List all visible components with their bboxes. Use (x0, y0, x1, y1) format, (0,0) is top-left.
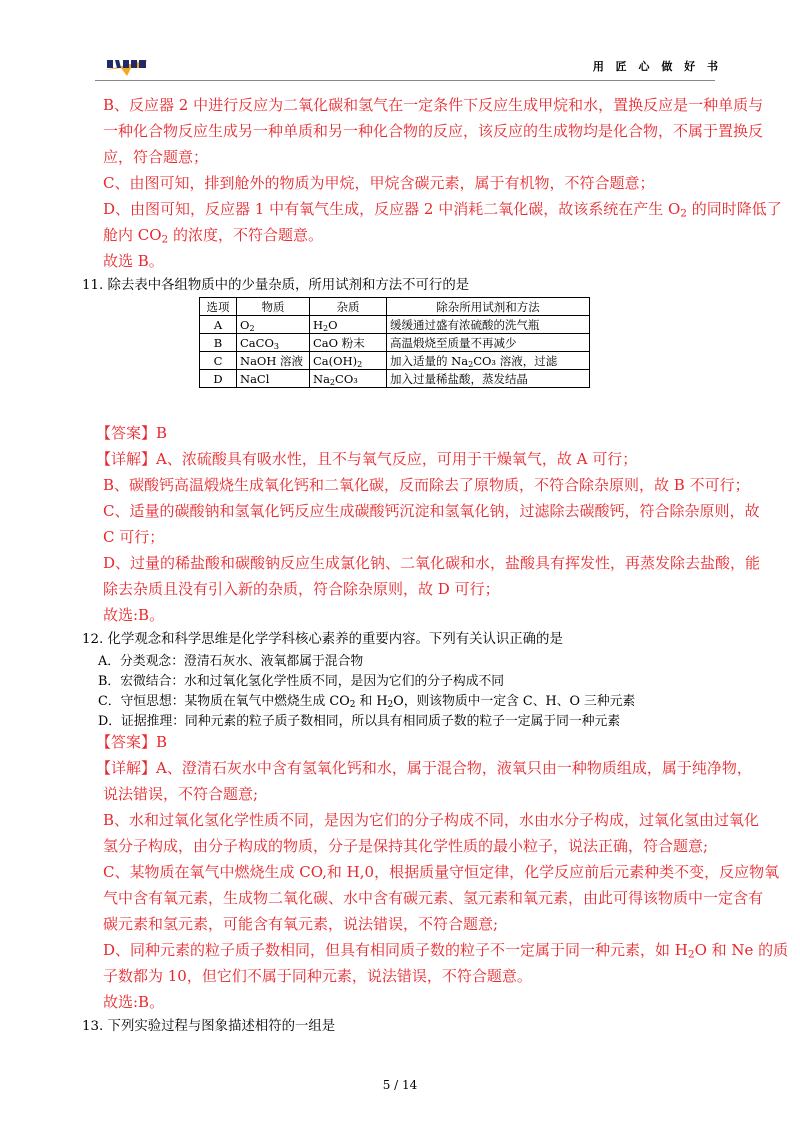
publisher-logo (103, 56, 149, 78)
cell-impurity: $Ca(OH)_2$ (310, 352, 387, 370)
q10-option-b-line3: 应，符合题意； (103, 148, 209, 166)
q11-choice: 故选:B。 (103, 606, 165, 624)
q10-option-b-line2: 一种化合物反应生成另一种单质和另一种化合物的反应，该反应的生成物均是化合物，不属于置换反 (103, 122, 764, 140)
table-row (200, 316, 590, 334)
cell-method: 高温煅烧至质量不再减少 (387, 334, 590, 352)
q11-answer: 【答案】B (96, 424, 168, 442)
table-header-row (200, 298, 590, 316)
q12-option-d: D．证据推理：同种元素的粒子质子数相同，所以具有相同质子数的粒子一定属于同一种元素 (98, 714, 621, 729)
q11-explanation-c-line1: C、适量的碳酸钠和氢氧化钙反应生成碳酸钙沉淀和氢氧化钠，过滤除去碳酸钙，符合除杂原则，故 (103, 502, 760, 520)
cell-option: A (200, 316, 237, 334)
header-rule (95, 80, 715, 81)
header-slogan: 用 匠 心 做 好 书 (592, 60, 722, 73)
table-row (200, 370, 590, 388)
q12-explanation-a-line1: 【详解】A、澄清石灰水中含有氢氧化钙和水，属于混合物，液氧只由一种物质组成，属于纯净物， (96, 759, 752, 777)
q11-explanation-b: B、碳酸钙高温煅烧生成氧化钙和二氧化碳，反而除去了原物质，不符合除杂原则，故 B 不可行； (103, 476, 750, 494)
cell-substance: NaOH 溶液 (237, 352, 310, 370)
cell-substance: $O_2$ (237, 316, 310, 334)
q12-choice: 故选:B。 (103, 993, 165, 1011)
cell-substance: CaCO$_3$ (237, 334, 310, 352)
q12-explanation-c-line1: C、某物质在氧气中燃烧生成 CO,和 H,0，根据质量守恒定律，化学反应前后元素种类不变，反应物氧 (103, 863, 780, 881)
header-substance: 物质 (237, 298, 310, 316)
cell-option: D (200, 370, 237, 388)
cell-option: B (200, 334, 237, 352)
q10-option-d-line2: 舱内 $CO_2$ 的浓度，不符合题意。 (103, 226, 324, 246)
header-option: 选项 (200, 298, 237, 316)
q12-explanation-c-line2: 气中含有氧元素，生成物二氧化碳、水中含有碳元素、氢元素和氧元素，由此可得该物质中一定含有 (103, 889, 764, 907)
cell-impurity: $H_2O$ (310, 316, 387, 334)
q12-explanation-a-line2: 说法错误，不符合题意; (103, 785, 259, 803)
table-row (200, 334, 590, 352)
cell-method: 缓缓通过盛有浓硫酸的洗气瓶 (387, 316, 590, 334)
q11-table (199, 297, 590, 388)
cell-substance: NaCl (237, 370, 310, 388)
q12-option-b: B．宏微结合：水和过氧化氢化学性质不同，是因为它们的分子构成不同 (98, 674, 505, 689)
q12-explanation-d-line1: D、同种元素的粒子质子数相同，但具有相同质子数的粒子不一定属于同一种元素，如 $H_2O$ 和 Ne 的质 (103, 941, 789, 961)
q12-stem: 12. 化学观念和科学思维是化学学科核心素养的重要内容。下列有关认识正确的是 (82, 632, 563, 647)
header-method: 除杂所用试剂和方法 (387, 298, 590, 316)
cell-impurity: CaO 粉末 (310, 334, 387, 352)
q11-explanation-a: 【详解】A、浓硫酸具有吸水性，且不与氧气反应，可用于干燥氧气，故 A 可行； (96, 450, 638, 468)
page-number: 5 / 14 (382, 1078, 418, 1092)
q11-explanation-d-line2: 除去杂质且没有引入新的杂质，符合除杂原则，故 D 可行； (103, 580, 500, 598)
q10-choice: 故选 B。 (103, 252, 164, 270)
q11-stem: 11. 除去表中各组物质中的少量杂质，所用试剂和方法不可行的是 (82, 278, 470, 293)
q10-option-d-line1: D、由图可知，反应器 1 中有氧气生成，反应器 2 中消耗二氧化碳，故该系统在产生 $O_2$ 的同时降低了 (103, 200, 782, 220)
q10-option-c: C、由图可知，排到舱外的物质为甲烷，甲烷含碳元素，属于有机物，不符合题意； (103, 174, 655, 192)
q11-explanation-c-line2: C 可行； (103, 528, 165, 546)
q12-option-c: C．守恒思想：某物质在氧气中燃烧生成 $CO_2$ 和 $H_2O$，则该物质中一定含 C、H、O 三种元素 (98, 694, 636, 711)
q12-explanation-b-line2: 氢分子构成，由分子构成的物质，分子是保持其化学性质的最小粒子，说法正确，符合题意; (103, 837, 709, 855)
header-impurity: 杂质 (310, 298, 387, 316)
q12-explanation-d-line2: 子数都为 10，但它们不属于同种元素，说法错误，不符合题意。 (103, 967, 532, 985)
q12-explanation-c-line3: 碳元素和氢元素，可能含有氧元素，说法错误，不符合题意; (103, 915, 499, 933)
cell-option: C (200, 352, 237, 370)
q12-option-a: A．分类观念：澄清石灰水、液氧都属于混合物 (98, 654, 364, 669)
q11-explanation-d-line1: D、过量的稀盐酸和碳酸钠反应生成氯化钠、二氧化碳和水，盐酸具有挥发性，再蒸发除去盐酸，能 (103, 554, 761, 572)
q12-explanation-b-line1: B、水和过氧化氢化学性质不同，是因为它们的分子构成不同，水由水分子构成，过氧化氢由过氧化 (103, 811, 760, 829)
cell-method: 加入过量稀盐酸，蒸发结晶 (387, 370, 590, 388)
cell-impurity: $Na_2CO_3$ (310, 370, 387, 388)
cell-method: 加入适量的 $Na_2CO_3$ 溶液，过滤 (387, 352, 590, 370)
q10-option-b-line1: B、反应器 2 中进行反应为二氧化碳和氢气在一定条件下反应生成甲烷和水，置换反应是一种单质与 (103, 96, 764, 114)
table-row (200, 352, 590, 370)
q13-stem: 13. 下列实验过程与图象描述相符的一组是 (82, 1019, 336, 1034)
q12-answer: 【答案】B (96, 733, 168, 751)
